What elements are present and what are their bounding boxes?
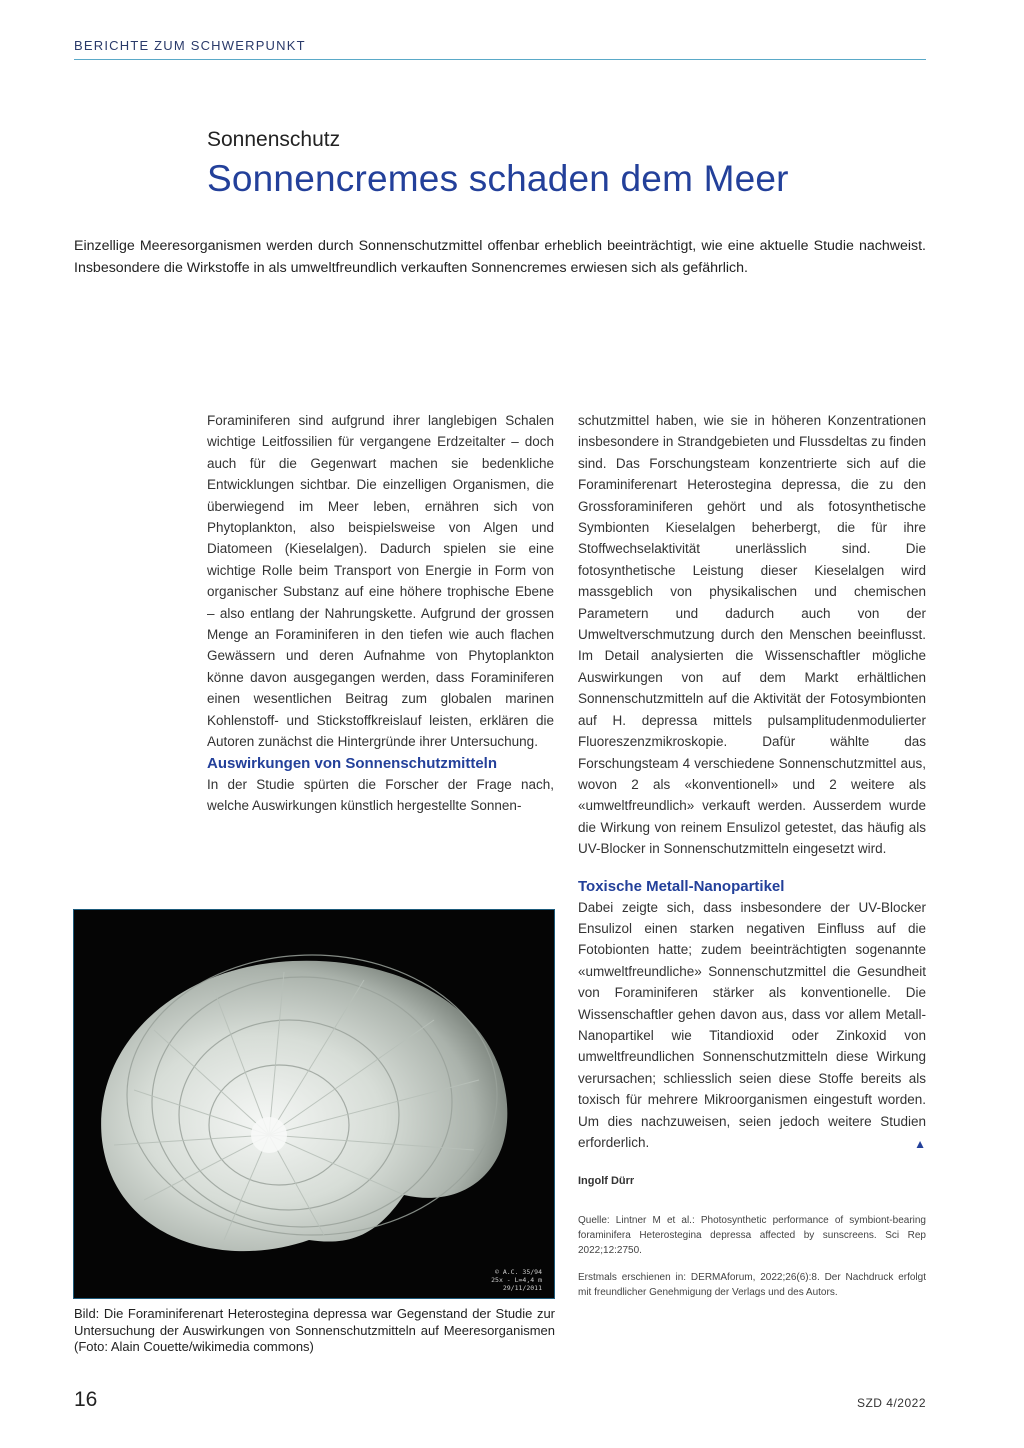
- body-paragraph-2-start: In der Studie spürten die Forscher der Frage nach, welche Auswirkungen künstlich hergestellte Sonnen-: [207, 776, 554, 813]
- subhead-auswirkungen: Auswirkungen von Sonnenschutzmitteln: [207, 754, 498, 772]
- article-lead: Einzellige Meeresorganismen werden durch Sonnenschutzmittel offenbar erheblich beeinträchtigt, wie eine aktuelle Studie nachweist. Insbesondere die Wirkstoffe in als umweltfreundlich verkauften Sonnencremes erwiesen sich als gefährlich.: [74, 238, 926, 276]
- body-paragraph-3: [578, 897, 926, 1154]
- foraminifera-photo: [73, 909, 555, 1299]
- section-header: BERICHTE ZUM SCHWERPUNKT: [74, 38, 926, 60]
- article-title: Sonnencremes schaden dem Meer: [207, 158, 789, 199]
- article-kicker: Sonnenschutz: [207, 128, 341, 151]
- body-column-left: [207, 410, 554, 816]
- body-paragraph-1: Foraminiferen sind aufgrund ihrer langlebigen Schalen wichtige Leitfossilien für vergangene Erdzeitalter – doch auch für die Gegenwart machen sie bedenkliche Entwicklungen sichtbar. Die einzelligen Organismen, die überwiegend im Meer leben, ernähren sich von Phytoplankton, also beispielsweise von Algen und Diatomeen (Kieselalgen). Dadurch spielen sie eine wichtige Rolle beim Transport von Energie in Form von organischer Substanz auf eine höhere trophische Ebene – also entlang der Nahrungskette. Aufgrund der grossen Menge an Foraminiferen in den tiefen wie auch flachen Gewässern und deren Aufnahme von Phytoplankton könne davon ausgegangen werden, dass Foraminiferen einen wesentlichen Beitrag zum globalen marinen Kohlenstoff- und Stickstoffkreislauf leisten, erklären die Autoren zunächst die Hintergründe ihrer Untersuchung.: [207, 413, 554, 750]
- subhead-toxische: Toxische Metall-Nanopartikel: [578, 877, 785, 895]
- body-column-right: [578, 410, 926, 1300]
- photo-stamp: © A.C. 35/94 25x - L=4,4 m 29/11/2011: [491, 1268, 542, 1292]
- issue-label: SZD 4/2022: [856, 1396, 926, 1410]
- foraminifera-illustration: [74, 910, 554, 1298]
- body-paragraph-2-cont: schutzmittel haben, wie sie in höheren Konzentrationen insbesondere in Strandgebieten und Flussdeltas zu finden sind. Das Forschungsteam konzentrierte sich auf die Foraminiferenart Heterostegina depressa, die zu den Grossforaminiferen gehört und als fotosynthetische Symbionten Kieselalgen beherbergt, die für ihre Stoffwechselaktivität unerlässlich sind. Die fotosynthetische Leistung dieser Kieselalgen wird massgeblich von physikalischen und chemischen Parametern und dadurch auch von der Umweltverschmutzung durch den Menschen beeinflusst. Im Detail analysierten die Wissenschaftler mögliche Auswirkungen von auf dem Markt erhältlichen Sonnenschutzmitteln auf die Aktivität der Fotosymbionten auf H. depressa mittels pulsamplitudenmodulierter Fluoreszenzmikroskopie. Dafür wählte das Forschungsteam 4 verschiedene Sonnenschutzmittel aus, wovon 2 als «konventionell» und 2 weitere als «umweltfreundlich» verkauft werden. Ausserdem wurde die Wirkung von reinem Ensulizol getestet, das häufig als UV-Blocker in Sonnenschutzmitteln eingesetzt wird.: [578, 413, 926, 857]
- source-note: Quelle: Lintner M et al.: Photosynthetic performance of symbiont-bearing foraminifera Heterostegina depressa affected by sunscreens. Sci Rep 2022;12:2750.: [578, 1214, 926, 1256]
- figure-caption: Bild: Die Foraminiferenart Heterostegina depressa war Gegenstand der Studie zur Untersuchung der Auswirkungen von Sonnenschutzmitteln auf Meeresorganismen (Foto: Alain Couette/wikimedia commons): [74, 1306, 555, 1354]
- page-number: 16: [74, 1388, 98, 1411]
- end-triangle-icon: ▲: [914, 1137, 926, 1151]
- reprint-note: Erstmals erschienen in: DERMAforum, 2022;26(6):8. Der Nachdruck erfolgt mit freundlicher Genehmigung der Verlags und des Autors.: [578, 1271, 926, 1298]
- paragraph-3-text: Dabei zeigte sich, dass insbesondere der UV-Blocker Ensulizol einen starken negativen Einfluss auf die Fotobionten hatte; zudem beeinträchtigten sogenannte «umweltfreundliche» Sonnenschutzmittel die Gesundheit von Foraminiferen stärker als konventionelle. Die Wissenschaftler gehen davon aus, dass vor allem Metall-Nanopartikel wie Titandioxid oder Zinkoxid von umweltfreundlichen Sonnenschutzmitteln diese Wirkung verursachen; schliesslich seien diese Stoffe bereits als toxisch für mehrere Mikroorganismen eingestuft worden. Um dies nachzuweisen, seien jedoch weitere Studien erforderlich.: [578, 899, 926, 1150]
- author: Ingolf Dürr: [578, 1175, 635, 1188]
